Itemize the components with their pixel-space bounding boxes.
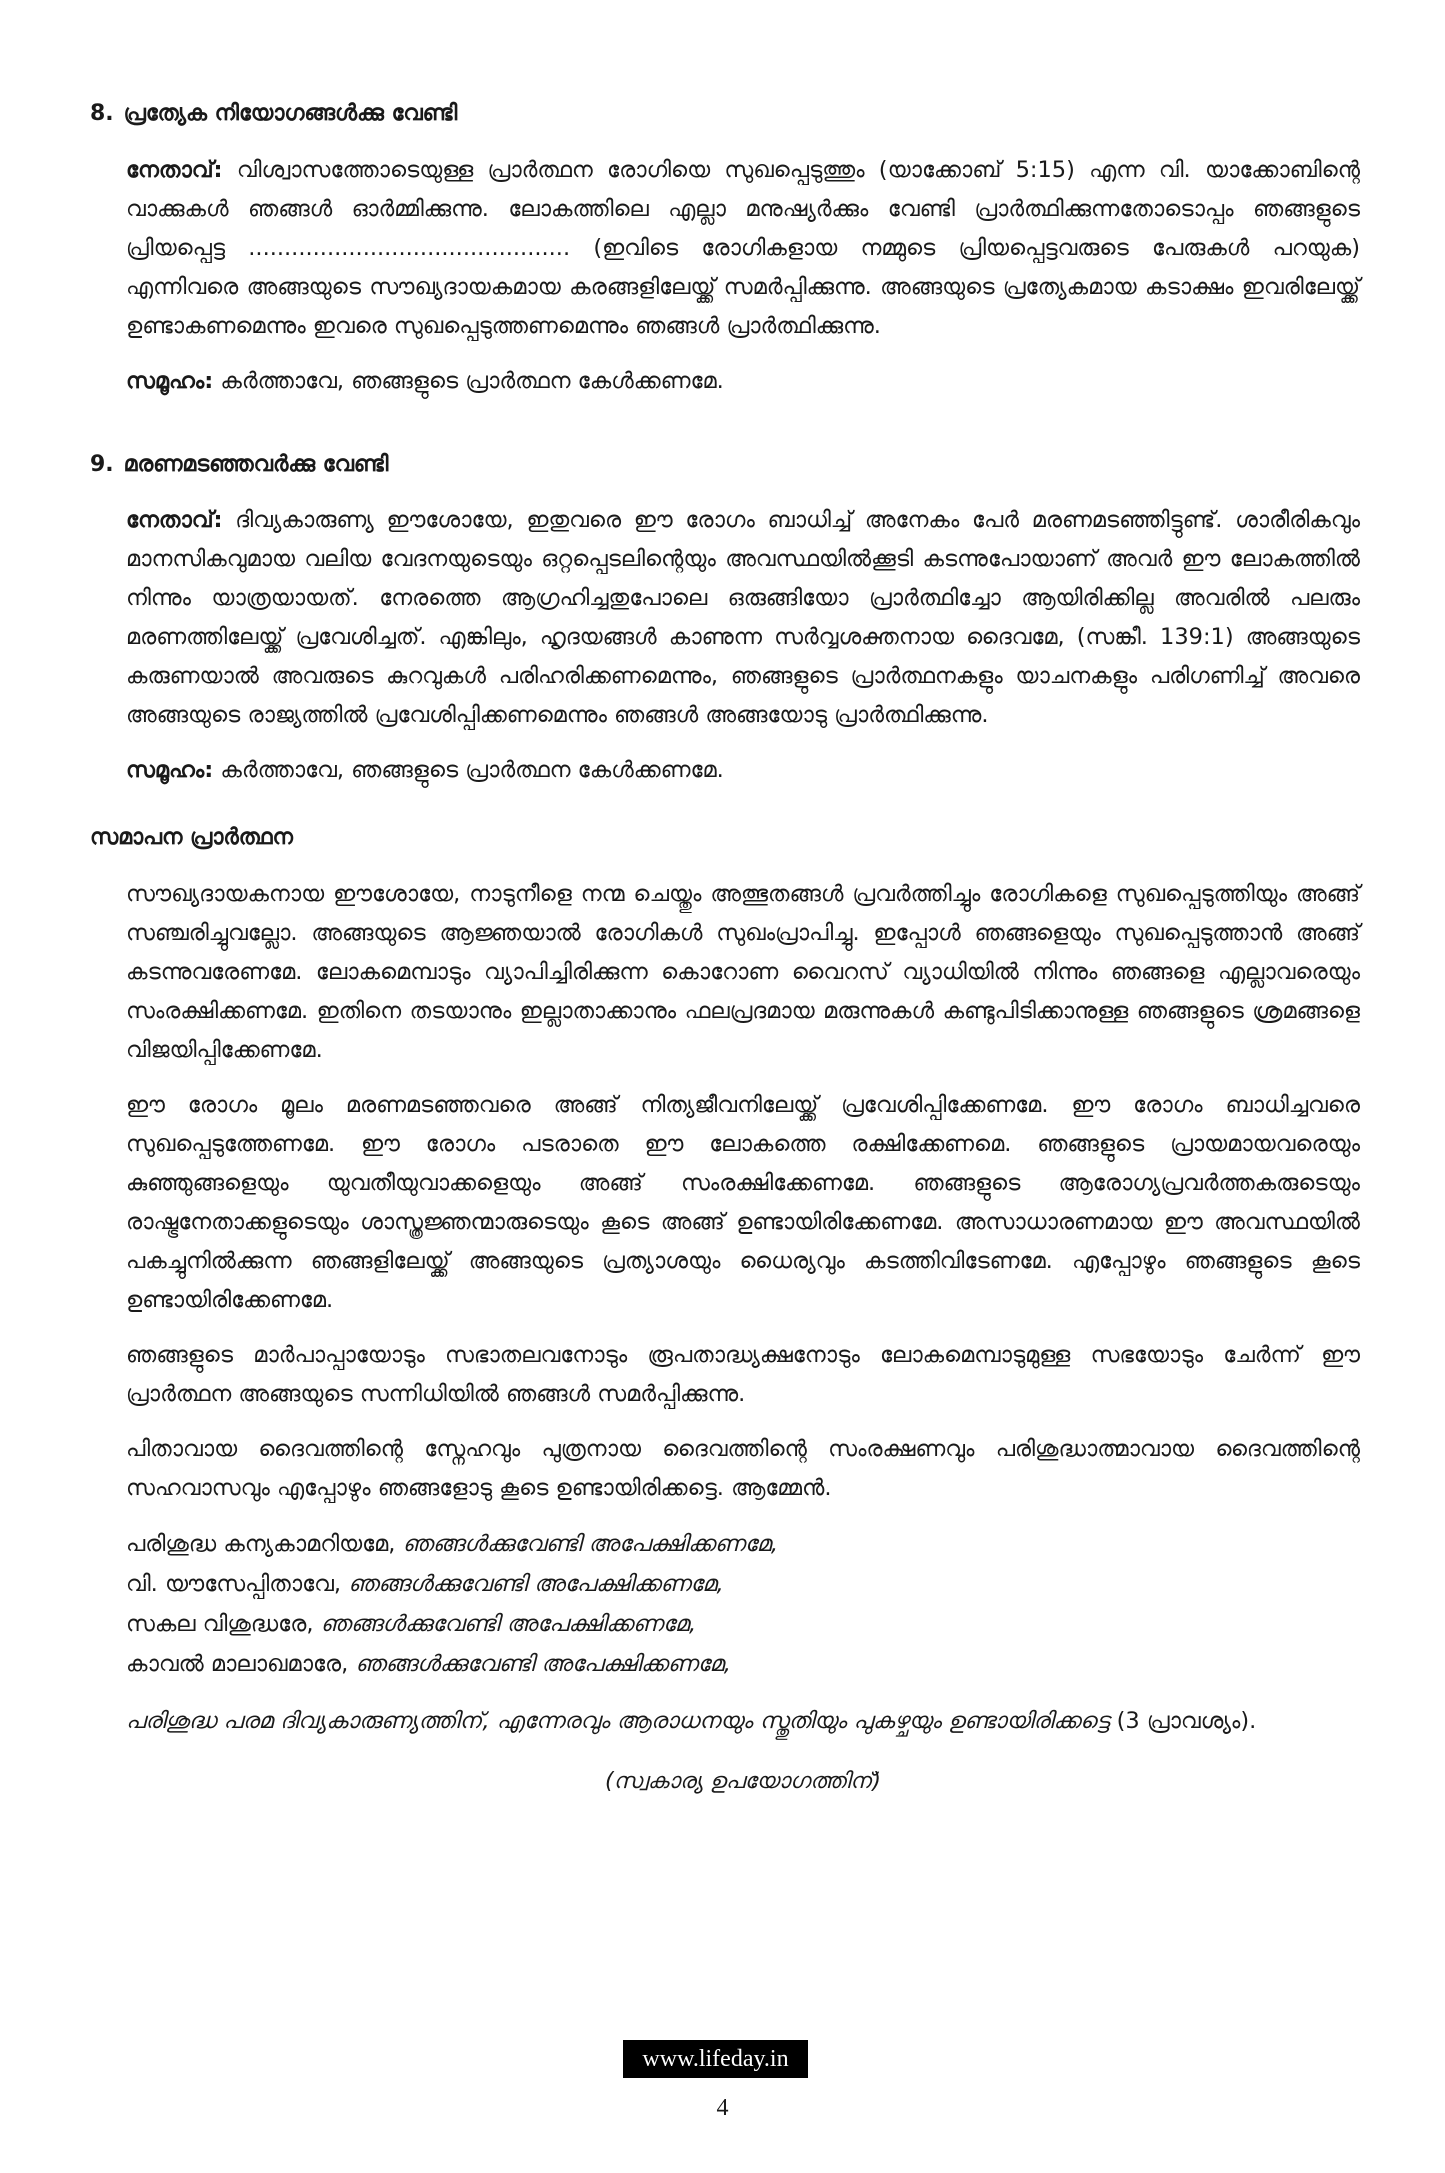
website-link[interactable]: www.lifeday.in: [623, 2040, 808, 2078]
invocation-response: ഞങ്ങൾക്കുവേണ്ടി അപേക്ഷിക്കണമേ,: [320, 1610, 697, 1637]
people-label: സമൂഹം:: [126, 367, 214, 394]
people-text: കർത്താവേ, ഞങ്ങളുടെ പ്രാർത്ഥന കേൾക്കണമേ.: [220, 367, 724, 394]
people-label: സമൂഹം:: [126, 757, 214, 784]
private-use-note: (സ്വകാര്യ ഉപയോഗത്തിന്): [604, 1768, 882, 1794]
invocation-name: വി. യൗസേപ്പിതാവേ,: [126, 1570, 342, 1597]
document-page: [90, 100, 1360, 1794]
section-9-people-paragraph: [126, 751, 1360, 790]
section-9-body: [126, 501, 1360, 790]
invocation-line: [126, 1604, 1360, 1644]
closing-prayer-body: [126, 875, 1360, 1794]
section-9-number: 9.: [90, 451, 114, 477]
section-9-heading: [90, 451, 1360, 480]
doxology-note: (3 പ്രാവശ്യം).: [1116, 1707, 1257, 1734]
leader-label: നേതാവ്:: [126, 507, 223, 534]
invocation-response: ഞങ്ങൾക്കുവേണ്ടി അപേക്ഷിക്കണമേ,: [402, 1530, 779, 1557]
leader-text: ദിവ്യകാരുണ്യ ഈശോയേ, ഇതുവരെ ഈ രോഗം ബാധിച്ച് അനേകം പേർ മരണമടഞ്ഞിട്ടുണ്ട്. ശാരീരികവും മാനസികവുമായ വലിയ വേദനയുടെയും ഒറ്റപ്പെടലിന്റെയും അവസ്ഥയിൽക്കൂടി കടന്നുപോയാണ് അവർ ഈ ലോകത്തിൽ നിന്നും യാത്രയായത്. നേരത്തെ ആഗ്രഹിച്ചതുപോലെ ഒരുങ്ങിയോ പ്രാർത്ഥിച്ചോ ആയിരിക്കില്ല അവരിൽ പലരും മരണത്തിലേയ്ക്ക് പ്രവേശിച്ചത്. എങ്കിലും, ഹൃദയങ്ങൾ കാണുന്ന സർവ്വശക്തനായ ദൈവമേ, (സങ്കീ. 139:1) അങ്ങയുടെ കരുണയാൽ അവരുടെ കുറവുകൾ പരിഹരിക്കണമെന്നും, ഞങ്ങളുടെ പ്രാർത്ഥനകളും യാചനകളും പരിഗണിച്ച് അവരെ അങ്ങയുടെ രാജ്യത്തിൽ പ്രവേശിപ്പിക്കണമെന്നും ഞങ്ങൾ അങ്ങയോടു പ്രാർത്ഥിക്കുന്നു.: [126, 507, 1361, 729]
invocation-line: [126, 1524, 1360, 1564]
section-8-body: [126, 151, 1360, 401]
closing-paragraph: സൗഖ്യദായകനായ ഈശോയേ, നാടുനീളെ നന്മ ചെയ്തും അത്ഭുതങ്ങൾ പ്രവർത്തിച്ചും രോഗികളെ സുഖപ്പെടുത്തിയും അങ്ങ് സഞ്ചരിച്ചുവല്ലോ. അങ്ങയുടെ ആജ്ഞയാൽ രോഗികൾ സുഖംപ്രാപിച്ചു. ഇപ്പോൾ ഞങ്ങളെയും സുഖപ്പെടുത്താൻ അങ്ങ് കടന്നുവരേണമേ. ലോകമെമ്പാടും വ്യാപിച്ചിരിക്കുന്ന കൊറോണ വൈറസ് വ്യാധിയിൽ നിന്നും ഞങ്ങളെ എല്ലാവരെയും സംരക്ഷിക്കണമേ. ഇതിനെ തടയാനും ഇല്ലാതാക്കാനും ഫലപ്രദമായ മരുന്നുകൾ കണ്ടുപിടിക്കാനുള്ള ഞങ്ങളുടെ ശ്രമങ്ങളെ വിജയിപ്പിക്കേണമേ.: [126, 880, 1360, 1063]
leader-label: നേതാവ്:: [126, 156, 223, 183]
leader-text: വിശ്വാസത്തോടെയുള്ള പ്രാർത്ഥന രോഗിയെ സുഖപ്പെടുത്തും (യാക്കോബ് 5:15) എന്ന വി. യാക്കോബിന്റെ വാക്കുകൾ ഞങ്ങൾ ഓർമ്മിക്കുന്നു. ലോകത്തിലെ എല്ലാ മനുഷ്യർക്കും വേണ്ടി പ്രാർത്ഥിക്കുന്നതോടൊപ്പം ഞങ്ങളുടെ പ്രിയപ്പെട്ട ............................................. (ഇവിടെ രോഗികളായ നമ്മുടെ പ്രിയപ്പെട്ടവരുടെ പേരുകൾ പറയുക) എന്നിവരെ അങ്ങയുടെ സൗഖ്യദായകമായ കരങ്ങളിലേയ്ക്ക് സമർപ്പിക്കുന്നു. അങ്ങയുടെ പ്രത്യേകമായ കടാക്ഷം ഇവരിലേയ്ക്ക് ഉണ്ടാകണമെന്നും ഇവരെ സുഖപ്പെടുത്തണമെന്നും ഞങ്ങൾ പ്രാർത്ഥിക്കുന്നു.: [126, 156, 1361, 339]
invocation-response: ഞങ്ങൾക്കുവേണ്ടി അപേക്ഷിക്കണമേ,: [355, 1650, 731, 1677]
closing-paragraph: പിതാവായ ദൈവത്തിന്റെ സ്നേഹവും പുത്രനായ ദൈവത്തിന്റെ സംരക്ഷണവും പരിശുദ്ധാത്മാവായ ദൈവത്തിന്റെ സഹവാസവും എപ്പോഴും ഞങ്ങളോടു കൂടെ ഉണ്ടായിരിക്കട്ടെ. ആമ്മേൻ.: [126, 1435, 1360, 1501]
invocation-line: [126, 1644, 1360, 1684]
invocation-response: ഞങ്ങൾക്കുവേണ്ടി അപേക്ഷിക്കണമേ,: [348, 1570, 724, 1597]
invocation-name: പരിശുദ്ധ കന്യകാമറിയമേ,: [126, 1530, 396, 1557]
closing-prayer-heading: സമാപന പ്രാർത്ഥന: [90, 825, 293, 851]
closing-paragraph: ഈ രോഗം മൂലം മരണമടഞ്ഞവരെ അങ്ങ് നിത്യജീവനിലേയ്ക്ക് പ്രവേശിപ്പിക്കേണമേ. ഈ രോഗം ബാധിച്ചവരെ സുഖപ്പെടുത്തേണമേ. ഈ രോഗം പടരാതെ ഈ ലോകത്തെ രക്ഷിക്കേണമെ. ഞങ്ങളുടെ പ്രായമായവരെയും കുഞ്ഞുങ്ങളെയും യുവതീയുവാക്കളെയും അങ്ങ് സംരക്ഷിക്കേണമേ. ഞങ്ങളുടെ ആരോഗ്യപ്രവർത്തകരുടെയും രാഷ്ട്രനേതാക്കളുടെയും ശാസ്ത്രജ്ഞന്മാരുടെയും കൂടെ അങ്ങ് ഉണ്ടായിരിക്കേണമേ. അസാധാരണമായ ഈ അവസ്ഥയിൽ പകച്ചുനിൽക്കുന്ന ഞങ്ങളിലേയ്ക്ക് അങ്ങയുടെ പ്രത്യാശയും ധൈര്യവും കടത്തിവിടേണമേ. എപ്പോഴും ഞങ്ങളുടെ കൂടെ ഉണ്ടായിരിക്കേണമേ.: [126, 1091, 1360, 1313]
section-8-heading: [90, 100, 1360, 129]
invocation-name: സകല വിശുദ്ധരേ,: [126, 1610, 314, 1637]
section-8-leader-paragraph: [126, 151, 1360, 346]
section-9-title: മരണമടഞ്ഞവർക്കു വേണ്ടി: [123, 451, 389, 477]
invocation-list: [126, 1524, 1360, 1684]
doxology-text: പരിശുദ്ധ പരമ ദിവ്യകാരുണ്യത്തിന്, എന്നേരവും ആരാധനയും സ്തുതിയും പുകഴ്ചയും ഉണ്ടായിരിക്കട്ടെ: [126, 1707, 1110, 1734]
section-8-number: 8.: [90, 101, 114, 126]
invocation-line: [126, 1564, 1360, 1604]
invocation-name: കാവൽ മാലാഖമാരേ,: [126, 1650, 349, 1677]
section-8-title: പ്രത്യേക നിയോഗങ്ങൾക്കു വേണ്ടി: [123, 101, 458, 126]
section-9-leader-paragraph: [126, 501, 1360, 735]
closing-paragraph: ഞങ്ങളുടെ മാർപാപ്പായോടും സഭാതലവനോടും രൂപതാദ്ധ്യക്ഷനോടും ലോകമെമ്പാടുമുള്ള സഭയോടും ചേർന്ന് ഈ പ്രാർത്ഥന അങ്ങയുടെ സന്നിധിയിൽ ഞങ്ങൾ സമർപ്പിക്കുന്നു.: [126, 1341, 1360, 1407]
section-8-people-paragraph: [126, 362, 1360, 401]
people-text: കർത്താവേ, ഞങ്ങളുടെ പ്രാർത്ഥന കേൾക്കണമേ.: [220, 757, 724, 784]
doxology: [126, 1702, 1360, 1741]
page-number: 4: [716, 2095, 729, 2121]
